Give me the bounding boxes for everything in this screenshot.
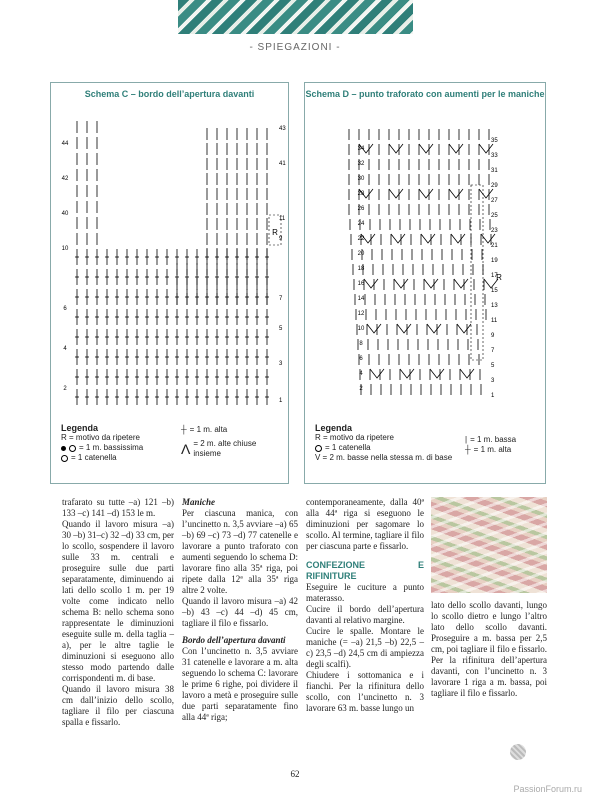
legend-item: = 1 catenella	[61, 453, 181, 463]
row-number: 1	[279, 398, 283, 404]
row-number: 28	[357, 191, 365, 197]
row-number: 24	[357, 221, 365, 227]
paragraph: Chiudere i sottomanica e i fianchi. Per la rifinitura dello scollo, con l’uncinetto n. 3 lavorare 63 m. basse lungo un	[306, 670, 424, 713]
schema-d-chart	[311, 105, 536, 410]
row-number: 13	[491, 303, 498, 309]
row-number: 42	[61, 176, 69, 182]
maniche-heading: Maniche	[182, 497, 216, 507]
paragraph: Quando il lavoro misura –a) 30 –b) 31–c) 32 –d) 33 cm, per lo scollo, sospendere il lavoro sulle 33 m. centrali e proseguire sulle due parti separatamente, diminuendo ai lati dello scollo 1 m. per 19 volte come indicato nello schema B: nello schema sono rappresentate le diminuzioni eseguite sulle m. della taglia –a), per le altre taglie le diminuzioni si eseguono allo stesso modo partendo dalle corrispondenti m. di base.	[62, 519, 174, 683]
row-number: 9	[279, 236, 283, 242]
row-number: 43	[279, 126, 286, 132]
schema-d-panel	[304, 82, 546, 484]
paragraph: lato dello scollo davanti, lungo lo scollo dietro e lungo l’altro lato dello scollo davanti. Proseguire a m. bassa per 2,5 cm, poi tagliare il filo e fissarlo. Per la rifinitura dell’apertura davanti, con l’uncinetto n. 3 lavorare 1 riga a m. bassa, poi tagliare il filo e fissarlo.	[431, 600, 547, 698]
fan-mark	[449, 189, 463, 198]
chain-icon	[315, 445, 322, 452]
yarn-ball-icon	[510, 744, 526, 760]
fan-mark	[430, 369, 444, 378]
fan-mark	[451, 234, 465, 243]
row-number: 7	[279, 296, 283, 302]
page-number: 62	[290, 769, 300, 779]
legend-title: Legenda	[61, 423, 99, 433]
section-title: - SPIEGAZIONI -	[249, 42, 341, 53]
paragraph: Cucire le spalle. Montare le maniche (= –a) 21,5 –b) 22,5 –c) 23,5 –d) 24,5 cm di ampiezza degli scalfi).	[306, 626, 424, 669]
fan-mark	[367, 324, 381, 333]
dc2tog-icon: Λ	[181, 441, 191, 457]
row-number: 27	[491, 198, 498, 204]
chain-icon	[61, 455, 68, 462]
row-number: 44	[61, 141, 69, 147]
fan-mark	[419, 189, 433, 198]
slip-stitch-icon	[61, 446, 66, 451]
fan-mark	[364, 279, 378, 288]
text-column-2	[182, 497, 298, 723]
legend-item: Λ = 2 m. alte chiuse insieme	[181, 439, 257, 458]
fan-mark	[391, 234, 405, 243]
legend-item: ┼ = 1 m. alta	[465, 445, 512, 454]
fan-mark	[424, 279, 438, 288]
fan-mark	[457, 324, 471, 333]
legend-item: = 1 catenella	[315, 443, 465, 453]
single-crochet-icon: |	[465, 435, 468, 444]
legend-item: R = motivo da ripetere	[61, 433, 140, 442]
row-number: 22	[357, 236, 365, 242]
fan-mark	[389, 189, 403, 198]
legend-item: = 1 m. bassissima	[61, 443, 181, 453]
row-number: 34	[357, 146, 365, 152]
confezione-heading: CONFEZIONE E RIFINITURE	[306, 560, 424, 581]
row-number: 31	[491, 168, 498, 174]
row-number: 12	[357, 311, 365, 317]
legend-title: Legenda	[315, 423, 353, 433]
row-number: 30	[357, 176, 365, 182]
row-number: 9	[491, 333, 495, 339]
row-number: 23	[491, 228, 498, 234]
row-number: 26	[357, 206, 365, 212]
row-number: 2	[359, 386, 363, 392]
legend-item: V = 2 m. basse nella stessa m. di base	[315, 453, 453, 462]
paragraph: Con l’uncinetto n. 3,5 avviare 31 catenelle e lavorare a m. alta seguendo lo schema C: lavorare le prime 6 righe, poi dividere il lavoro a metà e proseguire sulle due parti separatamente fino alla 44ª riga;	[182, 646, 298, 722]
row-number: 25	[491, 213, 498, 219]
row-number: 35	[491, 138, 498, 144]
repeat-label: R	[496, 273, 502, 282]
chain-icon	[69, 445, 76, 452]
knit-swatch-banner	[178, 0, 413, 34]
row-number: 6	[359, 356, 363, 362]
text-column-4	[431, 600, 547, 699]
fan-mark	[479, 189, 493, 198]
fan-mark	[419, 144, 433, 153]
row-number: 20	[357, 251, 365, 257]
fan-mark	[400, 369, 414, 378]
row-number: 5	[279, 326, 283, 332]
paragraph: contemporaneamente, dalla 40ª alla 44ª riga si eseguono le diminuzioni per sagomare lo scollo. Al termine, tagliare il filo per ciascuna parte e fissarlo.	[306, 497, 424, 551]
row-number: 1	[491, 393, 495, 399]
row-number: 8	[359, 341, 363, 347]
row-number: 6	[63, 306, 67, 312]
bordo-heading: Bordo dell’apertura davanti	[182, 635, 286, 645]
row-number: 16	[357, 281, 365, 287]
legend-item: ┼ = 1 m. alta	[181, 425, 228, 434]
row-number: 7	[491, 348, 495, 354]
row-number: 4	[63, 346, 67, 352]
row-number: 29	[491, 183, 498, 189]
row-number: 4	[359, 371, 363, 377]
schema-c-panel	[50, 82, 289, 484]
paragraph: Eseguire le cuciture a punto materasso.	[306, 582, 424, 603]
row-number: 21	[491, 243, 498, 249]
stitch-sample-photo	[431, 497, 547, 593]
paragraph: Quando il lavoro misura 38 cm dall’inizio dello scollo, tagliare il filo per ciascuna spalla e fissarlo.	[62, 684, 174, 727]
row-number: 3	[491, 378, 495, 384]
row-number: 5	[491, 363, 495, 369]
row-number: 11	[279, 216, 286, 222]
double-crochet-icon: ┼	[465, 445, 471, 454]
repeat-label: R	[272, 228, 278, 237]
fan-mark	[479, 144, 493, 153]
watermark: PassionForum.ru	[513, 784, 582, 794]
row-number: 14	[357, 296, 365, 302]
row-number: 17	[491, 273, 498, 279]
row-number: 15	[491, 288, 498, 294]
fan-mark	[460, 369, 474, 378]
row-number: 33	[491, 153, 498, 159]
row-number: 11	[491, 318, 498, 324]
schema-d-title: Schema D – punto traforato con aumenti per le maniche	[305, 89, 545, 99]
fan-mark	[397, 324, 411, 333]
row-number: 18	[357, 266, 365, 272]
fan-mark	[449, 144, 463, 153]
fan-mark	[454, 279, 468, 288]
row-number: 32	[357, 161, 365, 167]
row-number: 19	[491, 258, 498, 264]
fan-mark	[389, 144, 403, 153]
fan-mark	[370, 369, 384, 378]
legend-item: R = motivo da ripetere	[315, 433, 394, 442]
double-crochet-icon: ┼	[181, 425, 187, 434]
row-number: 10	[357, 326, 365, 332]
row-number: 41	[279, 161, 286, 167]
row-number: 10	[61, 246, 69, 252]
row-number: 2	[63, 386, 67, 392]
paragraph: trafarato su tutte –a) 121 –b) 133 –c) 141 –d) 153 le m.	[62, 497, 174, 518]
legend-item: | = 1 m. bassa	[465, 435, 517, 444]
row-number: 3	[279, 361, 283, 367]
text-column-3	[306, 497, 424, 714]
text-column-1	[62, 497, 174, 728]
schema-c-title: Schema C – bordo dell’apertura davanti	[84, 89, 255, 99]
schema-c-chart	[57, 105, 286, 410]
paragraph: Per ciascuna manica, con l’uncinetto n. 3,5 avviare –a) 65 –b) 69 –c) 73 –d) 77 catenelle e lavorare a punto traforato con aumenti seguendo lo schema D: lavorare fino alla 35ª riga, poi ripete dalla 12ª alla 35ª riga altre 2 volte.	[182, 508, 298, 595]
fan-mark	[427, 324, 441, 333]
row-number: 40	[61, 211, 69, 217]
fan-mark	[394, 279, 408, 288]
paragraph: Quando il lavoro misura –a) 42 –b) 43 –c) 44 –d) 45 cm, tagliare il filo e fissarlo.	[182, 596, 298, 628]
paragraph: Cucire il bordo dell’apertura davanti al relativo margine.	[306, 604, 424, 625]
fan-mark	[421, 234, 435, 243]
